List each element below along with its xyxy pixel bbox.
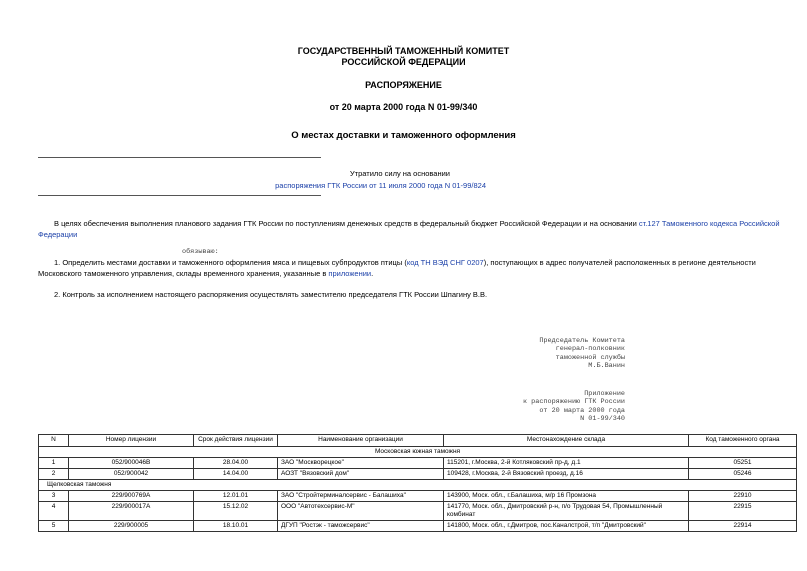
document-date: от 20 марта 2000 года N 01-99/340 bbox=[329, 102, 478, 112]
cell-license: 229/900769А bbox=[69, 491, 194, 502]
item-2-paragraph: 2. Контроль за исполнением настоящего распоряжения осуществлять заместителю председателя ГТК России Шпагину В.В. bbox=[54, 290, 488, 299]
appendix-reference bbox=[440, 390, 625, 424]
cell-customs-code: 05246 bbox=[689, 469, 797, 480]
cell-customs-code: 22915 bbox=[689, 502, 797, 521]
appendix-ref-line1: Приложение bbox=[584, 390, 625, 398]
cell-number: 2 bbox=[39, 469, 69, 480]
signature-name: М.Б.Ванин bbox=[588, 362, 625, 371]
cell-customs-code: 05251 bbox=[689, 458, 797, 469]
item-1-text-a: 1. Определить местами доставки и таможенного оформления мяса и пищевых субпродуктов птицы ( bbox=[54, 258, 407, 267]
col-header-license: Номер лицензии bbox=[69, 435, 194, 447]
cell-organization: ООО "Автотехсервис-М" bbox=[278, 502, 444, 521]
cell-validity: 14.04.00 bbox=[194, 469, 278, 480]
table-row bbox=[39, 521, 797, 532]
divider-bottom bbox=[38, 195, 321, 196]
status-note bbox=[38, 168, 486, 192]
table-row bbox=[39, 491, 797, 502]
cell-validity: 15.12.02 bbox=[194, 502, 278, 521]
group-moscow-south: Московская южная таможня bbox=[39, 447, 797, 458]
tn-ved-code-link[interactable]: код ТН ВЭД СНГ 0207 bbox=[406, 258, 484, 267]
repeal-document-link[interactable]: распоряжения ГТК России от 11 июля 2000 года N 01-99/824 bbox=[275, 181, 486, 190]
cell-customs-code: 22914 bbox=[689, 521, 797, 532]
col-header-validity: Срок действия лицензии bbox=[194, 435, 278, 447]
col-header-organization: Наименование организации bbox=[278, 435, 444, 447]
appendix-ref-line2: к распоряжению ГТК России bbox=[523, 398, 625, 407]
obligation-word: обязываю: bbox=[182, 248, 219, 256]
cell-organization: АОЗТ "Вязовский дом" bbox=[278, 469, 444, 480]
item-1-paragraph bbox=[38, 257, 783, 279]
cell-address: 109428, г.Москва, 2-й Вязовский проезд, д.16 bbox=[444, 469, 689, 480]
col-header-customs-code: Код таможенного органа bbox=[689, 435, 797, 447]
group-shchelkovo: Щелковская таможня bbox=[39, 480, 797, 491]
cell-organization: ЗАО "Москворецкое" bbox=[278, 458, 444, 469]
table-group-row bbox=[39, 480, 797, 491]
cell-validity: 28.04.00 bbox=[194, 458, 278, 469]
organization-name-line2: РОССИЙСКОЙ ФЕДЕРАЦИИ bbox=[341, 57, 466, 67]
item-1-text-b: ), поступающих в адрес получателей расположенных в регионе деятельности Московского таможенного управления, склады временного хранения, указанные в bbox=[38, 258, 756, 278]
cell-license: 052/900046В bbox=[69, 458, 194, 469]
customs-code-link[interactable]: ст.127 Таможенного кодекса Российской Федерации bbox=[38, 219, 780, 239]
cell-number: 5 bbox=[39, 521, 69, 532]
document-title: О местах доставки и таможенного оформления bbox=[291, 130, 516, 141]
table-row bbox=[39, 502, 797, 521]
cell-address: 115201, г.Москва, 2-й Котляковский пр-д, д.1 bbox=[444, 458, 689, 469]
signature-line2: генерал-полковник bbox=[555, 345, 625, 354]
organization-name-line1: ГОСУДАРСТВЕННЫЙ ТАМОЖЕННЫЙ КОМИТЕТ bbox=[297, 46, 510, 56]
signature-line1: Председатель Комитета bbox=[539, 337, 625, 345]
warehouse-table bbox=[38, 434, 797, 532]
appendix-ref-line4: N 01-99/340 bbox=[580, 415, 625, 424]
col-header-number: N bbox=[39, 435, 69, 447]
table-header-row bbox=[39, 435, 797, 447]
signature-block bbox=[460, 337, 625, 371]
cell-validity: 12.01.01 bbox=[194, 491, 278, 502]
cell-address: 141800, Моск. обл., г.Дмитров, пос.Каналстрой, т/п "Дмитровский" bbox=[444, 521, 689, 532]
cell-address: 141770, Моск. обл., Дмитровский р-н, п/о Трудовая 54, Промышленный комбинат bbox=[444, 502, 689, 521]
item-1-text-c: . bbox=[371, 269, 374, 278]
cell-number: 1 bbox=[39, 458, 69, 469]
col-header-warehouse-location: Местонахождение склада bbox=[444, 435, 689, 447]
table-row bbox=[39, 458, 797, 469]
cell-number: 4 bbox=[39, 502, 69, 521]
cell-address: 143900, Моск. обл., г.Балашиха, м/р 16 Промзона bbox=[444, 491, 689, 502]
preamble-paragraph bbox=[38, 218, 783, 240]
cell-validity: 18.10.01 bbox=[194, 521, 278, 532]
divider-top bbox=[38, 157, 321, 158]
cell-license: 229/900017А bbox=[69, 502, 194, 521]
cell-customs-code: 22910 bbox=[689, 491, 797, 502]
table-group-row bbox=[39, 447, 797, 458]
cell-license: 229/900005 bbox=[69, 521, 194, 532]
status-note-text: Утратило силу на основании bbox=[349, 169, 450, 178]
signature-line3: таможенной службы bbox=[555, 353, 625, 362]
cell-number: 3 bbox=[39, 491, 69, 502]
appendix-ref-line3: от 20 марта 2000 года bbox=[539, 406, 625, 415]
preamble-text: В целях обеспечения выполнения планового задания ГТК России по поступлениям денежных средств в федеральный бюджет Российской Федерации и на основании bbox=[54, 219, 639, 228]
cell-organization: ДГУП "Ростэк - таможсервис" bbox=[278, 521, 444, 532]
cell-organization: ЗАО "Стройтерминалсервис - Балашиха" bbox=[278, 491, 444, 502]
appendix-link[interactable]: приложении bbox=[328, 269, 372, 278]
cell-license: 052/900042 bbox=[69, 469, 194, 480]
document-type: РАСПОРЯЖЕНИЕ bbox=[365, 80, 442, 90]
table-row bbox=[39, 469, 797, 480]
